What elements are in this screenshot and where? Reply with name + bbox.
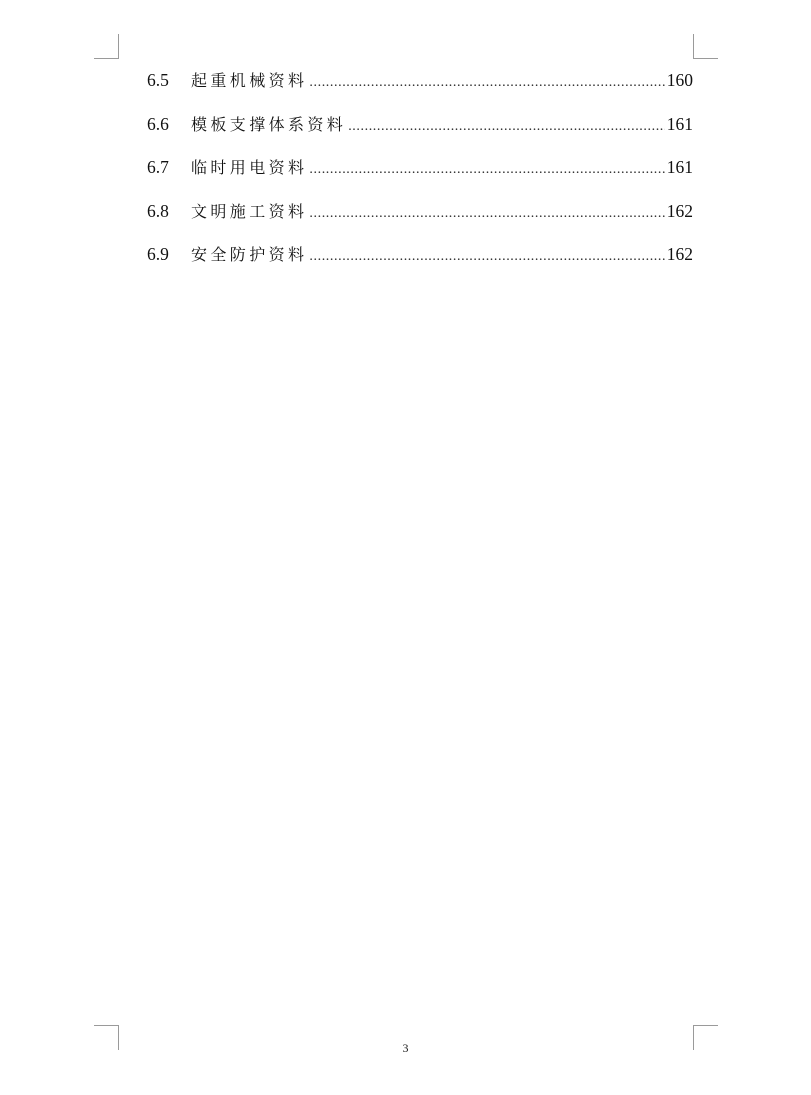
toc-entry-number: 6.6 xyxy=(147,113,169,134)
toc-dot-leader xyxy=(348,113,665,141)
toc-entry[interactable] xyxy=(147,110,693,154)
table-of-contents xyxy=(147,66,693,284)
toc-dot-leader xyxy=(309,243,664,271)
toc-dot-leader xyxy=(309,156,664,184)
page-number: 3 xyxy=(402,1041,409,1055)
toc-entry-page: 161 xyxy=(666,157,693,177)
toc-entry-number: 6.7 xyxy=(147,157,169,177)
toc-entry-page: 161 xyxy=(666,113,693,134)
toc-entry[interactable] xyxy=(147,240,693,284)
toc-entry-page: 160 xyxy=(666,70,693,90)
toc-entry-title: 安全防护资料 xyxy=(191,245,308,264)
toc-entry[interactable] xyxy=(147,66,693,110)
toc-entry-title: 临时用电资料 xyxy=(191,158,308,177)
toc-entry-number: 6.8 xyxy=(147,200,169,221)
toc-entry[interactable] xyxy=(147,197,693,241)
toc-entry-title: 文明施工资料 xyxy=(191,201,308,221)
toc-entry-title: 模板支撑体系资料 xyxy=(191,114,347,134)
toc-entry-page: 162 xyxy=(666,200,693,221)
toc-dot-leader xyxy=(309,200,664,228)
crop-mark-top-right xyxy=(693,34,718,59)
crop-mark-top-left xyxy=(94,34,119,59)
toc-dot-leader xyxy=(309,69,664,97)
toc-entry-page: 162 xyxy=(666,244,693,264)
toc-entry-title: 起重机械资料 xyxy=(191,71,308,90)
toc-entry-number: 6.9 xyxy=(147,244,169,264)
toc-entry[interactable] xyxy=(147,153,693,197)
toc-entry-number: 6.5 xyxy=(147,70,169,90)
